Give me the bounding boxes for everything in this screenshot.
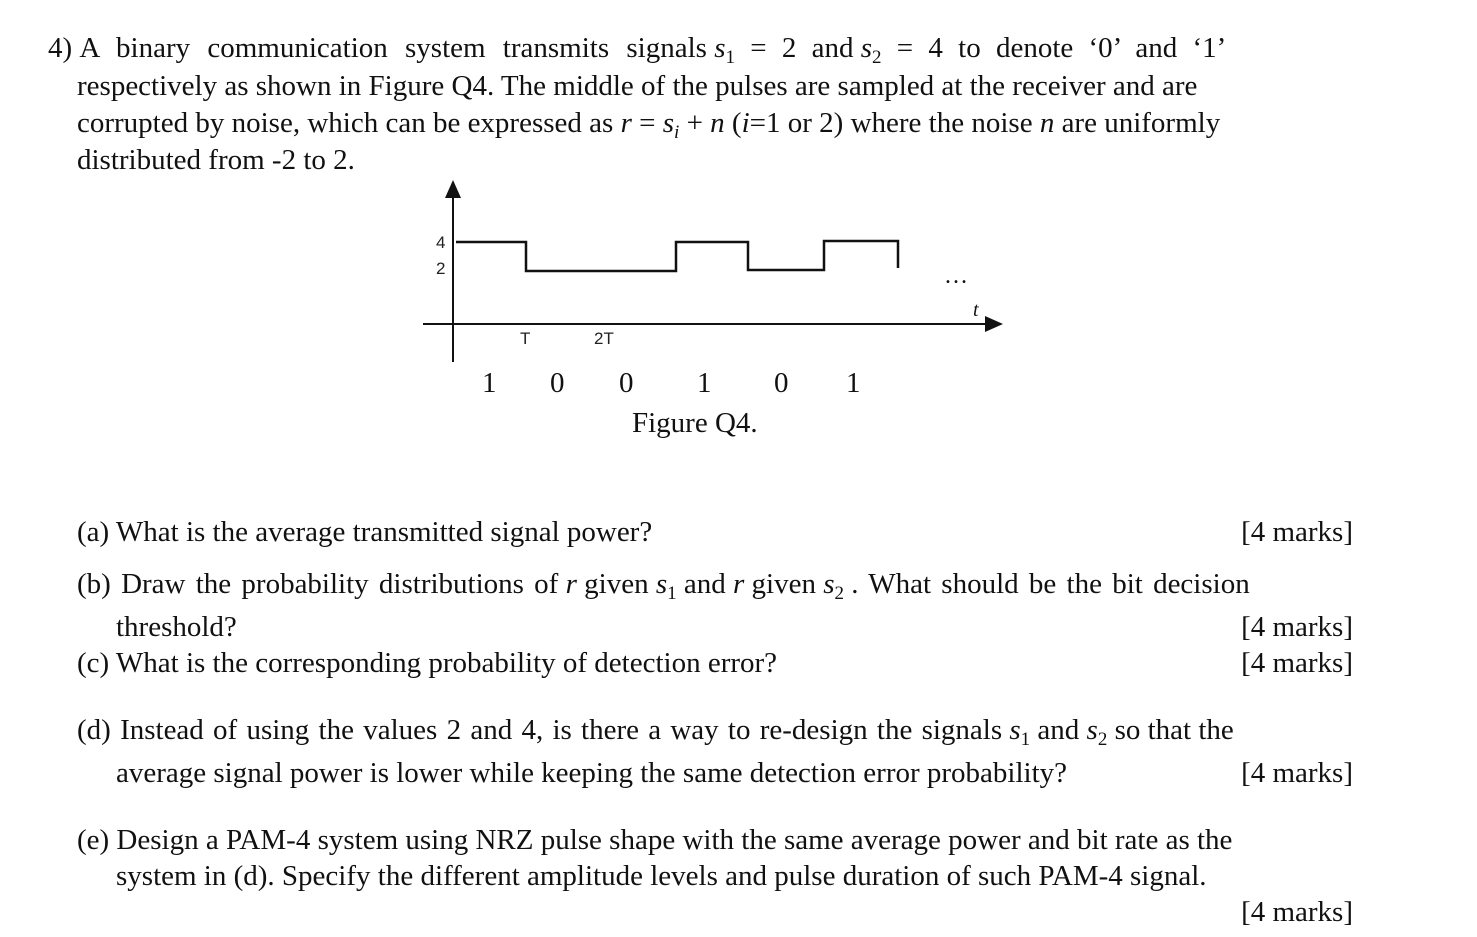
- part-b-line-1: (b) Draw the probability distributions of r given $s_1$ and r given $s_2$ . What should be the bit decision: [77, 568, 1250, 604]
- part-b-marks: [4 marks]: [1241, 611, 1353, 643]
- y-tick-4: 4: [436, 233, 446, 252]
- question-line-2: respectively as shown in Figure Q4. The middle of the pulses are sampled at the receiver and are: [77, 70, 1198, 102]
- question-line-4: distributed from -2 to 2.: [77, 144, 355, 176]
- part-d-line-1: (d) Instead of using the values 2 and 4, is there a way to re-design the signals $s_1$ and $s_2$ so that the: [77, 714, 1234, 750]
- bit-label: 0: [550, 367, 565, 399]
- continuation-ellipsis: …: [944, 263, 968, 289]
- noise-equation: $r = s_i + n$: [620, 107, 725, 143]
- signal-s2: $s_2$: [823, 568, 845, 604]
- question-line-1: 4) A binary communication system transmits signals $s_1 = 2$ and $s_2 = 4$ to denote ‘0’ and ‘1’: [48, 32, 1227, 68]
- bit-label: 1: [482, 367, 497, 399]
- question-line-3: corrupted by noise, which can be expressed as $r = s_i + n$ (i=1 or 2) where the noise n are uniformly: [77, 107, 1221, 143]
- bit-label: 1: [846, 367, 861, 399]
- part-b-line-2: threshold?: [116, 611, 237, 643]
- signal-s1: $s_1$: [655, 568, 677, 604]
- part-e-line-1: (e) Design a PAM-4 system using NRZ pulse shape with the same average power and bit rate as the: [77, 824, 1233, 856]
- question-text: A binary communication system transmits signals: [79, 32, 707, 64]
- part-e-line-2: system in (d). Specify the different amplitude levels and pulse duration of such PAM-4 signal.: [116, 860, 1207, 892]
- time-axis-label: t: [973, 299, 979, 321]
- y-tick-2: 2: [436, 259, 446, 278]
- signal-s1: $s_1$: [1009, 714, 1031, 750]
- bit-label: 1: [697, 367, 712, 399]
- signal-s1: $s_1$: [714, 32, 735, 68]
- bit-label: 0: [619, 367, 634, 399]
- x-tick-2T: 2T: [594, 329, 614, 348]
- part-d-line-2: average signal power is lower while keeping the same detection error probability?: [116, 757, 1068, 789]
- x-tick-T: T: [520, 329, 531, 348]
- bit-label: 0: [774, 367, 789, 399]
- part-c-text: (c) What is the corresponding probability of detection error?: [77, 647, 778, 679]
- figure-caption: Figure Q4.: [632, 407, 758, 439]
- part-e-marks: [4 marks]: [1241, 896, 1353, 928]
- signal-s2: $s_2$: [1086, 714, 1108, 750]
- signal-s2: $s_2$: [860, 32, 882, 68]
- part-c-marks: [4 marks]: [1241, 647, 1353, 679]
- part-a-text: (a) What is the average transmitted signal power?: [77, 516, 653, 548]
- pulse-waveform: [456, 241, 898, 271]
- part-a-marks: [4 marks]: [1241, 516, 1353, 548]
- question-number: 4): [48, 32, 73, 64]
- part-d-marks: [4 marks]: [1241, 757, 1353, 789]
